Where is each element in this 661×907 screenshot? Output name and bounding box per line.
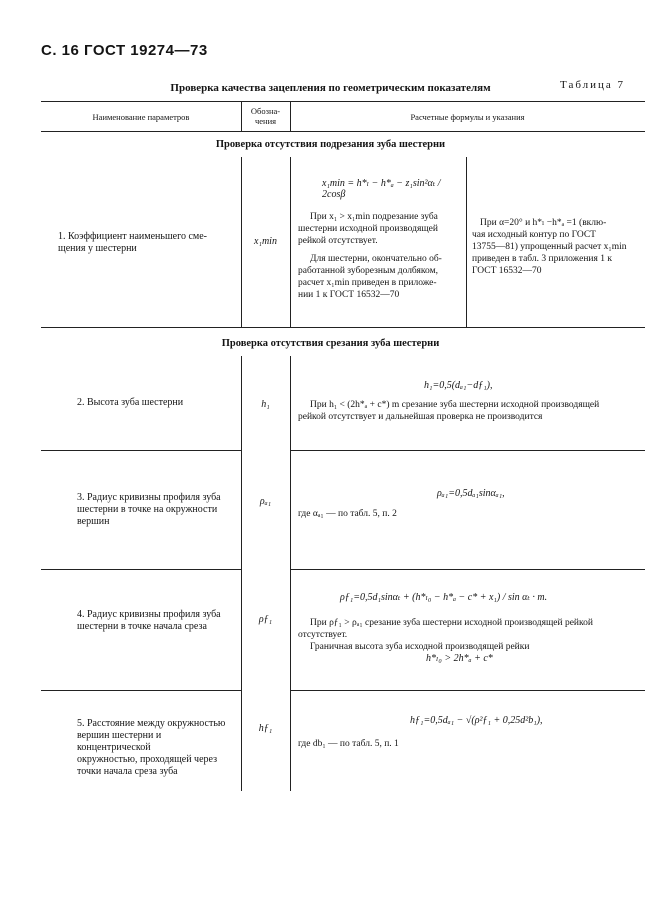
row1-note-b [298, 253, 463, 301]
row3-name-l1: 3. Радиус кривизны профиля зуба [77, 492, 221, 503]
row5-name-l4: точки начала среза зуба [77, 766, 178, 777]
col-divider-s1-3 [466, 157, 467, 327]
row5-name [77, 718, 237, 778]
row1-note-c-l3: 13755—81) упрощенный расчет x₁min [472, 242, 627, 252]
row3-name-l2: шестерни в точке на окружности [77, 504, 218, 515]
row4-name [77, 609, 237, 633]
row1-note-c [472, 217, 642, 277]
row4-note-l3: Граничная высота зуба исходной производящей рейки [310, 642, 530, 652]
section1-bottom-rule [41, 327, 645, 328]
row1-name-l1: 1. Коэффициент наименьшего сме- [58, 231, 207, 242]
row1-formula: x₁min = h*ₗ − h*ₐ − z₁sin²αₜ / 2cosβ [322, 178, 441, 200]
row4-name-l2: шестерни в точке начала среза [77, 621, 207, 632]
row2-name: 2. Высота зуба шестерни [77, 397, 184, 408]
row1-note-a-l3: рейкой отсутствует. [298, 236, 378, 246]
row1-note-b-l2: работанной зуборезным долбяком, [298, 266, 438, 276]
row2-symbol: h₁ [261, 399, 270, 410]
row2-note-l1: При h₁ < (2h*ₐ + c*) m срезание зуба шестерни исходной производящей [310, 400, 600, 410]
row1-note-c-l1: При α=20° и h*ₗ −h*ₐ =1 (вклю- [480, 218, 607, 228]
row1-note-c-l2: чая исходный контур по ГОСТ [472, 230, 596, 240]
page-header: С. 16 ГОСТ 19274—73 [41, 42, 208, 59]
col-header-symbol [241, 106, 290, 126]
row3-note: где αₐ₁ — по табл. 5, п. 2 [298, 509, 397, 519]
col-header-name: Наименование параметров [92, 112, 190, 122]
table-label: Таблица 7 [560, 79, 626, 91]
row5-name-l3: окружностью, проходящей через [77, 754, 218, 765]
row5-name-l2: вершин шестерни и концентрической [77, 730, 162, 753]
col-divider-s1-2 [290, 157, 291, 327]
row4-rule-left [41, 690, 241, 691]
row3-name-l3: вершин [77, 516, 110, 527]
table-header-rule [41, 131, 645, 132]
row1-note-a-l1: При x₁ > x₁min подрезание зуба [310, 212, 438, 222]
row4-note-l4: h*ₗ₀ > 2h*ₐ + c* [426, 653, 493, 664]
row1-note-a-l2: шестерни исходной производящей [298, 224, 438, 234]
col-divider-s2-2 [290, 356, 291, 791]
row2-rule-left [41, 450, 241, 451]
row1-name [58, 231, 238, 255]
row1-note-a [298, 211, 463, 247]
row3-rule-left [41, 569, 241, 570]
row5-symbol: hƒ₁ [258, 723, 273, 734]
row3-name [77, 492, 237, 528]
row1-note-b-l4: нии 1 к ГОСТ 16532—70 [298, 290, 400, 300]
col-header-symbol-l1: Обозна- [250, 106, 281, 116]
row3-symbol: ρₐ₁ [259, 496, 272, 507]
row3-rule-right [290, 569, 645, 570]
table-caption: Проверка качества зацепления по геометрическим показателям [170, 82, 491, 94]
row2-formula: h₁=0,5(dₐ₁−dƒ₁), [424, 380, 493, 391]
row4-rule-right [290, 690, 645, 691]
row1-note-b-l3: расчет x₁min приведен в приложе- [298, 278, 437, 288]
row1-note-c-l4: приведен в табл. 3 приложения 1 к [472, 254, 612, 264]
row4-formula: ρƒ₁=0,5d₁sinαₜ + (h*ₗ₀ − h*ₐ − c* + x₁) / sin αₜ · m. [340, 592, 548, 603]
table-top-rule [41, 101, 645, 102]
row5-formula: hƒ₁=0,5dₐ₁ − √(ρ²ƒ₁ + 0,25d²b₁), [410, 715, 543, 726]
row4-name-l1: 4. Радиус кривизны профиля зуба [77, 609, 221, 620]
row1-note-c-l5: ГОСТ 16532—70 [472, 266, 542, 276]
row4-note-l2: отсутствует. [298, 630, 348, 640]
section-title-undercut: Проверка отсутствия подрезания зуба шестерни [215, 139, 446, 150]
row2-note-l2: рейкой отсутствует и дальнейшая проверка не производится [298, 412, 543, 422]
row5-note: где db₁ — по табл. 5, п. 1 [298, 739, 399, 749]
row1-name-l2: щения у шестерни [58, 243, 137, 254]
row3-formula: ρₐ₁=0,5dₐ₁sinαₐ₁, [437, 488, 505, 499]
row2-note [298, 399, 644, 423]
col-header-formulas: Расчетные формулы и указания [410, 112, 525, 122]
row2-rule-right [290, 450, 645, 451]
row4-symbol: ρƒ₁ [258, 614, 273, 625]
row1-note-b-l1: Для шестерни, окончательно об- [310, 254, 442, 264]
row4-note-l1: При ρƒ₁ > ρₐ₁ срезание зуба шестерни исходной производящей рейкой [310, 618, 593, 628]
col-header-symbol-l2: чения [254, 116, 277, 126]
row4-note [298, 617, 644, 665]
row5-name-l1: 5. Расстояние между окружностью [77, 718, 226, 729]
section-title-cutoff: Проверка отсутствия срезания зуба шестерни [221, 338, 440, 349]
row1-symbol: x₁min [254, 236, 277, 247]
